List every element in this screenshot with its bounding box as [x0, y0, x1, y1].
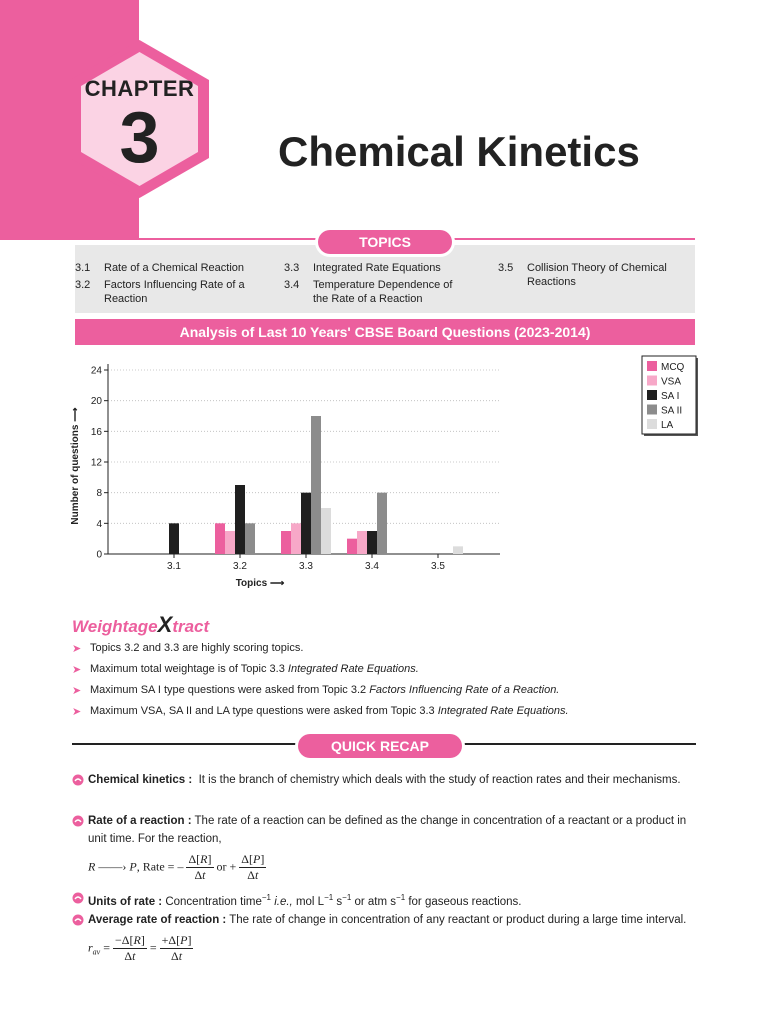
recap-term: Average rate of reaction : — [88, 914, 227, 926]
recap-item-rate — [72, 812, 698, 848]
y-tick-label: 12 — [90, 457, 102, 469]
legend-label: VSA — [661, 376, 682, 388]
topic-text: Rate of a Chemical Reaction — [104, 262, 245, 274]
recap-term: Rate of a reaction : — [88, 815, 192, 827]
recap-term: Units of rate : — [88, 895, 163, 908]
bar-sa-ii — [311, 416, 321, 554]
bar-vsa — [291, 523, 301, 554]
bar-mcq — [347, 539, 357, 554]
weightage-item-text: Maximum VSA, SA II and LA type questions were asked from Topic 3.3 — [90, 705, 438, 717]
topic-number: 3.5 — [498, 262, 514, 274]
legend-swatch — [647, 405, 657, 415]
legend-swatch — [647, 390, 657, 400]
bar-la — [453, 546, 463, 554]
legend-label: LA — [661, 420, 674, 431]
x-axis-label: Topics ⟶ — [235, 578, 285, 589]
y-tick-label: 4 — [96, 518, 102, 530]
weightage-item — [72, 704, 712, 725]
topic-number: 3.4 — [284, 279, 300, 291]
y-tick-label: 0 — [96, 549, 102, 561]
weightage-title-x: X — [157, 612, 173, 637]
chapter-label: CHAPTER — [84, 76, 195, 101]
weightage-item — [72, 683, 712, 704]
units-atm: or atm s — [354, 895, 397, 908]
weightage-item — [72, 662, 712, 683]
y-tick-label: 24 — [90, 365, 102, 377]
x-tick-label: 3.3 — [299, 561, 313, 572]
x-tick-label: 3.2 — [233, 561, 247, 572]
units-ie: i.e., — [274, 895, 293, 908]
pink-bullet-icon — [72, 914, 84, 926]
x-tick-label: 3.5 — [431, 561, 445, 572]
recap-definition: The rate of a reaction can be defined as the change in concentration of a reactant or a product in unit time. For the reaction, — [88, 815, 687, 845]
topic-number: 3.2 — [75, 279, 91, 291]
legend-swatch — [647, 361, 657, 371]
bar-mcq — [281, 531, 291, 554]
bar-sa-i — [235, 485, 245, 554]
arrow-bullet-icon: ➤ — [72, 685, 82, 697]
topic-text: Temperature Dependence of the Rate of a Reaction — [313, 279, 453, 305]
units-text: Concentration time — [165, 895, 262, 908]
average-rate-equation: $r_{av}$ = $\frac{-\Delta[R]}{\Delta t}$ = $\frac{+\Delta[P]}{\Delta t}$ — [88, 933, 192, 963]
recap-item-units: Units of rate : Concentration time$^{-1}$ i.e., mol $L^{-1}$ $s^{-1}$ or atm $s^{-1}$ for gaseous reactions. — [72, 889, 698, 911]
y-tick-label: 8 — [96, 488, 102, 500]
topic-text: Integrated Rate Equations — [313, 262, 441, 274]
recap-item-kinetics — [72, 771, 698, 789]
recap-item-average-rate — [72, 911, 698, 929]
topic-number: 3.3 — [284, 262, 300, 274]
bar-sa-ii — [245, 523, 255, 554]
weightage-title-part2: tract — [172, 617, 210, 636]
weightage-item-italic: Factors Influencing Rate of a Reaction. — [369, 684, 560, 696]
units-mol: mol L — [295, 895, 325, 908]
rate-equation: R ——› P, Rate = – $\frac{\Delta[R]}{\Delta t}$ or + $\frac{\Delta[P]}{\Delta t}$ — [88, 852, 265, 882]
legend-label: SA II — [661, 405, 683, 417]
units-s: s — [336, 895, 343, 908]
question-analysis-chart — [60, 352, 710, 592]
weightage-xtract-title — [72, 612, 209, 638]
y-tick-label: 16 — [90, 426, 102, 438]
bar-sa-ii — [377, 493, 387, 554]
topic-text: Factors Influencing Rate of a Reaction — [104, 279, 245, 305]
bar-vsa — [225, 531, 235, 554]
legend-swatch — [647, 419, 657, 429]
weightage-title-part1: Weightage — [72, 617, 158, 636]
arrow-bullet-icon: ➤ — [72, 706, 82, 718]
x-tick-label: 3.4 — [365, 561, 379, 572]
weightage-item-text: Maximum total weightage is of Topic 3.3 — [90, 663, 288, 675]
weightage-item-text: Maximum SA I type questions were asked from Topic 3.2 — [90, 684, 370, 696]
x-tick-label: 3.1 — [167, 561, 181, 572]
chapter-title: Chemical Kinetics — [278, 128, 640, 175]
pink-bullet-icon — [72, 774, 84, 786]
topics-heading: TOPICS — [318, 230, 452, 254]
weightage-item-text: Topics 3.2 and 3.3 are highly scoring topics. — [90, 642, 304, 654]
legend-label: MCQ — [661, 362, 685, 373]
bar-la — [321, 508, 331, 554]
pink-bullet-icon — [72, 815, 84, 827]
bar-sa-i — [367, 531, 377, 554]
arrow-bullet-icon: ➤ — [72, 643, 82, 655]
chapter-number: 3 — [119, 98, 160, 178]
bar-sa-i — [169, 523, 179, 554]
analysis-banner: Analysis of Last 10 Years' CBSE Board Questions (2023-2014) — [75, 319, 695, 345]
recap-term: Chemical kinetics : — [88, 774, 193, 786]
units-gaseous: for gaseous reactions. — [408, 895, 522, 908]
weightage-item — [72, 641, 712, 662]
topics-box — [75, 245, 695, 313]
arrow-bullet-icon: ➤ — [72, 664, 82, 676]
recap-definition: It is the branch of chemistry which deals with the study of reaction rates and their mechanisms. — [198, 774, 681, 786]
topic-number: 3.1 — [75, 262, 91, 274]
legend-swatch — [647, 376, 657, 386]
y-axis-label: Number of questions ⟶ — [70, 407, 81, 525]
weightage-item-italic: Integrated Rate Equations. — [437, 705, 569, 717]
weightage-item-italic: Integrated Rate Equations. — [287, 663, 419, 675]
bar-vsa — [357, 531, 367, 554]
weightage-list — [72, 641, 712, 725]
recap-definition: The rate of change in concentration of any reactant or product during a large time interval. — [229, 914, 687, 926]
pink-bullet-icon — [72, 892, 84, 904]
recap-heading: QUICK RECAP — [298, 734, 462, 758]
bar-sa-i — [301, 493, 311, 554]
bar-mcq — [215, 523, 225, 554]
legend-label: SA I — [661, 391, 680, 402]
y-tick-label: 20 — [90, 396, 102, 408]
topic-text: Collision Theory of Chemical Reactions — [527, 262, 667, 288]
